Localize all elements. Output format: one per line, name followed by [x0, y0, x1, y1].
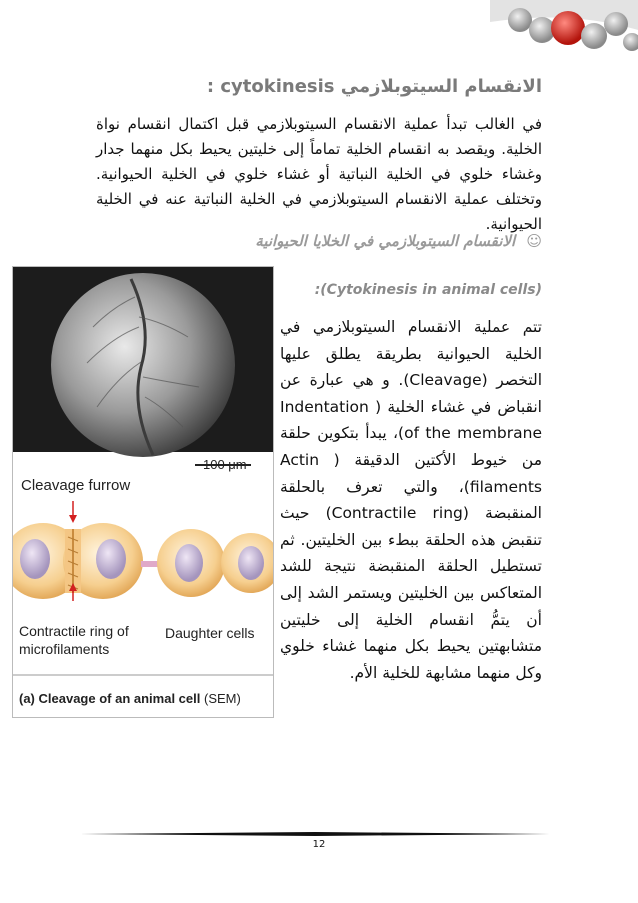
subsection-heading — [255, 232, 542, 250]
footer-divider — [80, 832, 550, 836]
smiley-icon: ☺ — [526, 232, 542, 250]
figure-caption — [19, 691, 241, 706]
intro-paragraph: في الغالب تبدأ عملية الانقسام السيتوبلازمي قبل اكتمال انقسام نواة الخلية. ويقصد به انقسام الخلية تماماً إلى خليتين يحيط بكل منهما جدار وغشاء خلوي في الخلية النباتية أو غشاء خلوي في الخلية الحيوانية. وتختلف عملية الانقسام السيتوبلازمي في الخلية النباتية عنه في الخلية الحيوانية. — [96, 115, 542, 233]
contractile-ring-label-line2: microfilaments — [19, 641, 110, 657]
body-paragraph: تتم عملية الانقسام السيتوبلازمي في الخلية الحيوانية بطريقة يطلق عليها التخصر (Cleavage). و هي عبارة عن انقباض في غشاء الخلية ( Indentation of the membrane)، يبدأ بتكوين حلقة من خيوط الأكتين الدقيقة ( Actin filaments)، والتي تعرف بالحلقة المنقبضة (Contractile ring) حيث تنقبض هذه الحلقة ببطء بين الخليتين. ثم تستطيل الحلقة المنقبضة نتيجة للشد المتعاكس بين الخليتين ويستمر الشد إلى أن يتمُّ انقسام الخلية إلى خليتين متشابهتين يحيط بكل منهما غشاء خلوي وكل منهما مشابهة للخلية الأم. — [280, 318, 542, 682]
cleavage-furrow-label: Cleavage furrow — [21, 477, 131, 494]
figure-caption-rest: (SEM) — [203, 691, 241, 706]
daughter-cells-label: Daughter cells — [165, 625, 255, 641]
scale-label: 100 μm — [203, 457, 247, 472]
cleavage-figure — [12, 266, 274, 718]
subsection-heading-english: :(Cytokinesis in animal cells) — [314, 282, 542, 298]
section-title: الانقسام السيتوبلازمي cytokinesis : — [206, 76, 542, 97]
contractile-ring-label-line1: Contractile ring of — [19, 623, 129, 639]
nucleus-right — [96, 539, 126, 579]
page-number: 12 — [312, 839, 326, 850]
header-decoration — [490, 0, 638, 60]
figure-caption-bold: (a) Cleavage of an animal cell — [19, 691, 201, 706]
subsection-heading-text: الانقسام السيتوبلازمي في الخلايا الحيوانية — [255, 232, 516, 250]
nucleus-left — [20, 539, 50, 579]
